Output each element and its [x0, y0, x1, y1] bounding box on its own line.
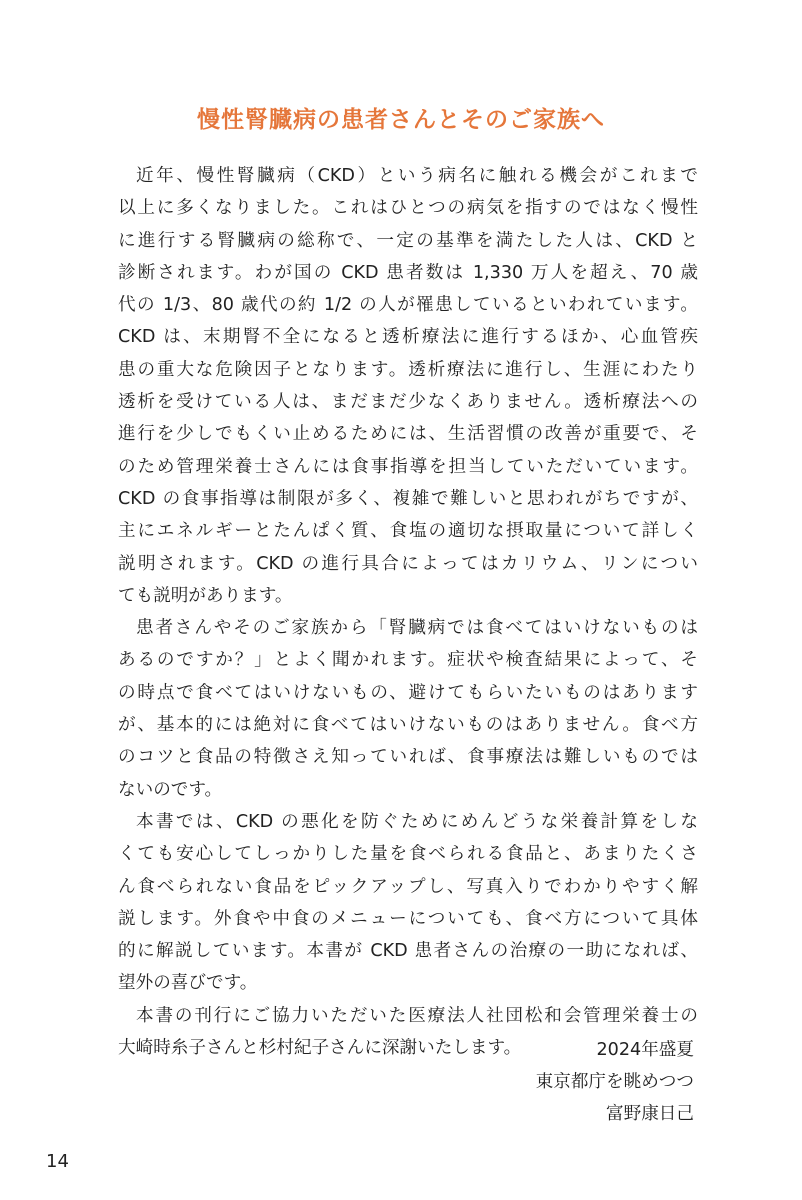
text-line: CKD は、末期腎不全になると透析療法に進行するほか、心血管疾: [118, 327, 698, 348]
text-line: が、基本的には絶対に食べてはいけないものはありません。食べ方: [118, 715, 698, 736]
text-line: 望外の喜びです。: [118, 973, 258, 994]
text-line: 以上に多くなりました。これはひとつの病気を指すのではなく慢性: [118, 198, 698, 219]
text-line: に進行する腎臓病の総称で、一定の基準を満たした人は、CKD と: [118, 230, 698, 251]
text-line: 的に解説しています。本書が CKD 患者さんの治療の一助になれば、: [118, 941, 698, 962]
text-line: 代の 1/3、80 歳代の約 1/2 の人が罹患しているといわれています。: [118, 295, 698, 316]
text-line: 近年、慢性腎臓病（CKD）という病名に触れる機会がこれまで: [136, 166, 698, 186]
text-line: ん食べられない食品をピックアップし、写真入りでわかりやすく解: [118, 876, 698, 897]
text-line: くても安心してしっかりした量を食べられる食品と、あまりたくさ: [118, 844, 698, 865]
text-line: 説します。外食や中食のメニューについても、食べ方について具体: [118, 908, 698, 929]
text-line: ても説明があります。: [118, 585, 293, 606]
preface-body: [118, 160, 698, 1064]
text-line: 患の重大な危険因子となります。透析療法に進行し、生涯にわたり: [118, 359, 698, 380]
text-line: CKD の食事指導は制限が多く、複雑で難しいと思われがちですが、: [118, 488, 698, 509]
signature-place: 東京都庁を眺めつつ: [535, 1072, 694, 1092]
signature-block: [536, 1034, 694, 1130]
page-number: 14: [46, 1151, 69, 1172]
text-line: ないのです。: [118, 779, 223, 800]
paragraph: [118, 612, 698, 806]
text-line: 大崎時糸子さんと杉村紀子さんに深謝いたします。: [118, 1038, 522, 1059]
text-line: 主にエネルギーとたんぱく質、食塩の適切な摂取量について詳しく: [118, 521, 698, 542]
text-line: 患者さんやそのご家族から「腎臓病では食べてはいけないものは: [136, 618, 698, 639]
text-line: 診断されます。わが国の CKD 患者数は 1,330 万人を超え、70 歳: [118, 262, 698, 283]
text-line: 進行を少しでもくい止めるためには、生活習慣の改善が重要で、そ: [118, 424, 698, 445]
text-line: 本書では、CKD の悪化を防ぐためにめんどうな栄養計算をしな: [136, 811, 698, 832]
text-line: 説明されます。CKD の進行具合によってはカリウム、リンについ: [118, 553, 698, 574]
text-line: のコツと食品の特徴さえ知っていれば、食事療法は難しいものでは: [118, 747, 698, 768]
signature-date: 2024年盛夏: [596, 1040, 694, 1060]
text-line: 本書の刊行にご協力いただいた医療法人社団松和会管理栄養士の: [136, 1005, 698, 1026]
text-line: 透析を受けている人は、まだまだ少なくありません。透析療法への: [118, 392, 698, 413]
paragraph: [118, 806, 698, 1000]
text-line: あるのですか？」とよく聞かれます。症状や検査結果によって、そ: [118, 650, 698, 671]
paragraph: [118, 160, 698, 612]
page-title: 慢性腎臓病の患者さんとそのご家族へ: [197, 107, 605, 133]
signature-author: 富野康日己: [606, 1104, 694, 1124]
text-line: の時点で食べてはいけないもの、避けてもらいたいものはあります: [118, 682, 698, 703]
text-line: のため管理栄養士さんには食事指導を担当していただいています。: [118, 456, 698, 477]
